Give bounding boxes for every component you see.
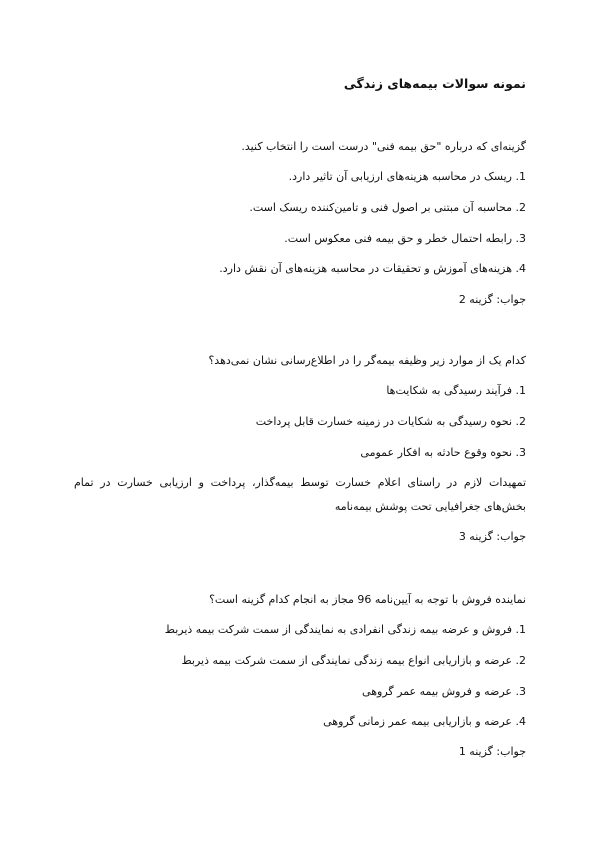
page-title: نمونه سوالات بیمه‌های زندگی <box>343 76 526 91</box>
question-1-answer: جواب: گزینه 2 <box>458 293 526 306</box>
question-1-option-2: 2. محاسبه آن مبتنی بر اصول فنی و تامین‌کننده ریسک است. <box>249 201 526 214</box>
question-3-answer: جواب: گزینه 1 <box>458 745 526 758</box>
question-2-option-3: 3. نحوه وقوع حادثه به افکار عمومی <box>360 446 526 459</box>
question-3-option-4: 4. عرضه و بازاریابی بیمه عمر زمانی گروهی <box>323 715 526 728</box>
question-3-option-2: 2. عرضه و بازاریابی انواع بیمه زندگی نمایندگی از سمت شرکت بیمه ذیربط <box>181 654 526 667</box>
question-2-option-4: تمهیدات لازم در راستای اعلام خسارت توسط بیمه‌گذار، پرداخت و ارزیابی خسارت در تمام بخش‌های جغرافیایی تحت پوشش بیمه‌نامه <box>74 476 526 513</box>
question-1-option-1: 1. ریسک در محاسبه هزینه‌های ارزیابی آن تاثیر دارد. <box>288 170 526 183</box>
question-3-option-3: 3. عرضه و فروش بیمه عمر گروهی <box>362 685 526 698</box>
question-3-text: نماینده فروش با توجه به آیین‌نامه 96 مجاز به انجام کدام گزینه است؟ <box>209 593 526 606</box>
question-2-option-1: 1. فرآیند رسیدگی به شکایت‌ها <box>386 384 526 397</box>
question-1-option-3: 3. رابطه احتمال خطر و حق بیمه فنی معکوس است. <box>284 232 526 245</box>
question-2-text: کدام یک از موارد زیر وظیفه بیمه‌گر را در اطلاع‌رسانی نشان نمی‌دهد؟ <box>208 354 526 367</box>
question-2-answer: جواب: گزینه 3 <box>458 530 526 543</box>
question-2-option-2: 2. نحوه رسیدگی به شکایات در زمینه خسارت قابل پرداخت <box>255 415 526 428</box>
question-1-text: گزینه‌ای که درباره "حق بیمه فنی" درست است را انتخاب کنید. <box>241 140 526 153</box>
question-3-option-1: 1. فروش و عرضه بیمه زندگی انفرادی به نمایندگی از سمت شرکت بیمه ذیربط <box>164 623 526 636</box>
question-1-option-4: 4. هزینه‌های آموزش و تحقیقات در محاسبه هزینه‌های آن نقش دارد. <box>219 262 526 275</box>
